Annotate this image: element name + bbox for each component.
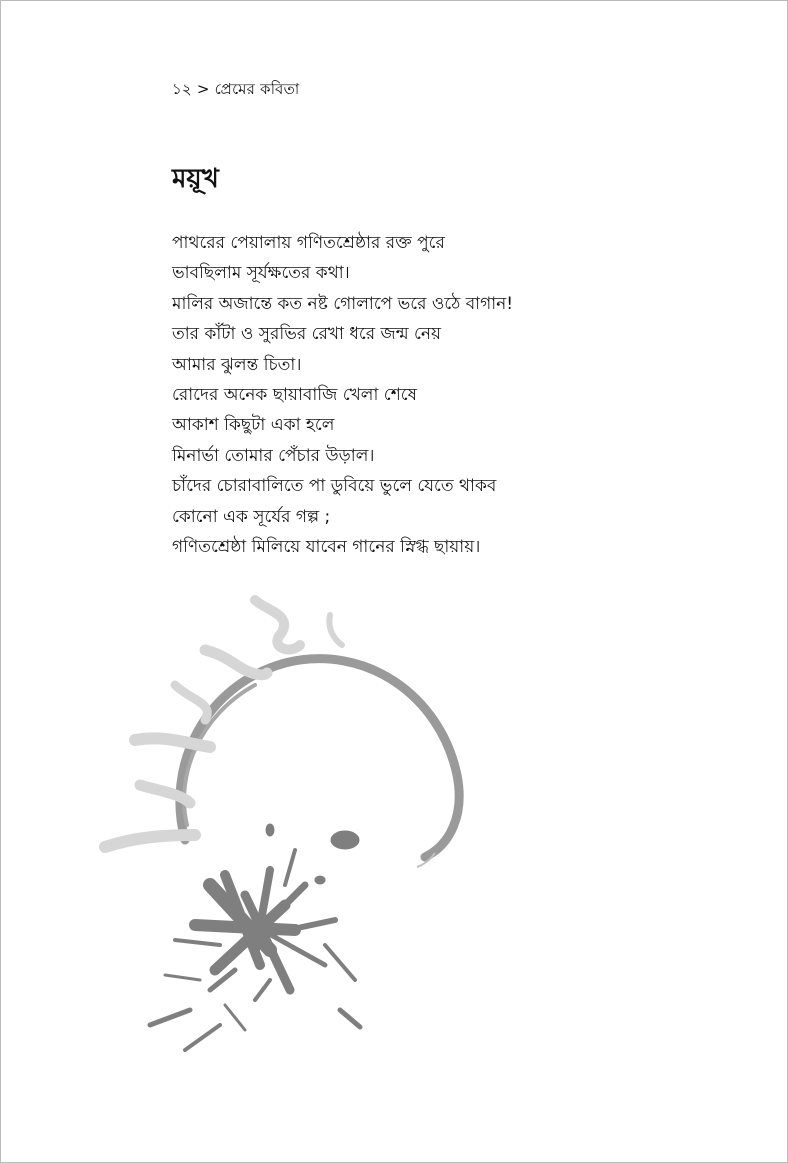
burst-cluster [150,824,360,1050]
poem-body [172,228,513,562]
poem-line: গণিতশ্রেষ্ঠা মিলিয়ে যাবেন গানের স্নিগ্ধ ছায়ায়। [172,536,481,557]
ray-stroke [329,615,342,645]
ray-stroke [175,685,207,720]
poem-line: মালির অজান্তে কত নষ্ট গোলাপে ভরে ওঠে বাগান! [172,293,514,314]
ray-stroke [205,650,267,675]
brush-stroke-sun-illustration [95,585,475,1065]
poem-line: মিনার্ভা তোমার পেঁচার উড়াল। [172,445,375,466]
poem-line: কোনো এক সূর্যের গল্প ; [172,506,331,527]
poem-title: ময়ূখ [172,164,219,194]
poem-line: ভাবছিলাম সূর্যক্ষতের কথা। [172,263,350,284]
ray-stroke [105,835,195,847]
ray-stroke [255,600,300,650]
sun-arc-stroke [180,659,459,857]
poem-line: তার কাঁটা ও সুরভির রেখা ধরে জন্ম নেয় [172,324,442,345]
ray-stroke [135,738,210,747]
poem-line: আমার ঝুলন্ত চিতা। [172,354,302,375]
poem-line: পাথরের পেয়ালায় গণিতশ্রেষ্ঠার রক্ত পুরে [172,233,445,253]
poem-line: আকাশ কিছুটা একা হলে [172,415,335,436]
poem-line: রোদের অনেক ছায়াবাজি খেলা শেষে [172,384,417,405]
poem-line: চাঁদের চোরাবালিতে পা ডুবিয়ে ভুলে যেতে থাকব [172,476,497,497]
running-head: ১২ > প্রেমের কবিতা [172,80,300,98]
